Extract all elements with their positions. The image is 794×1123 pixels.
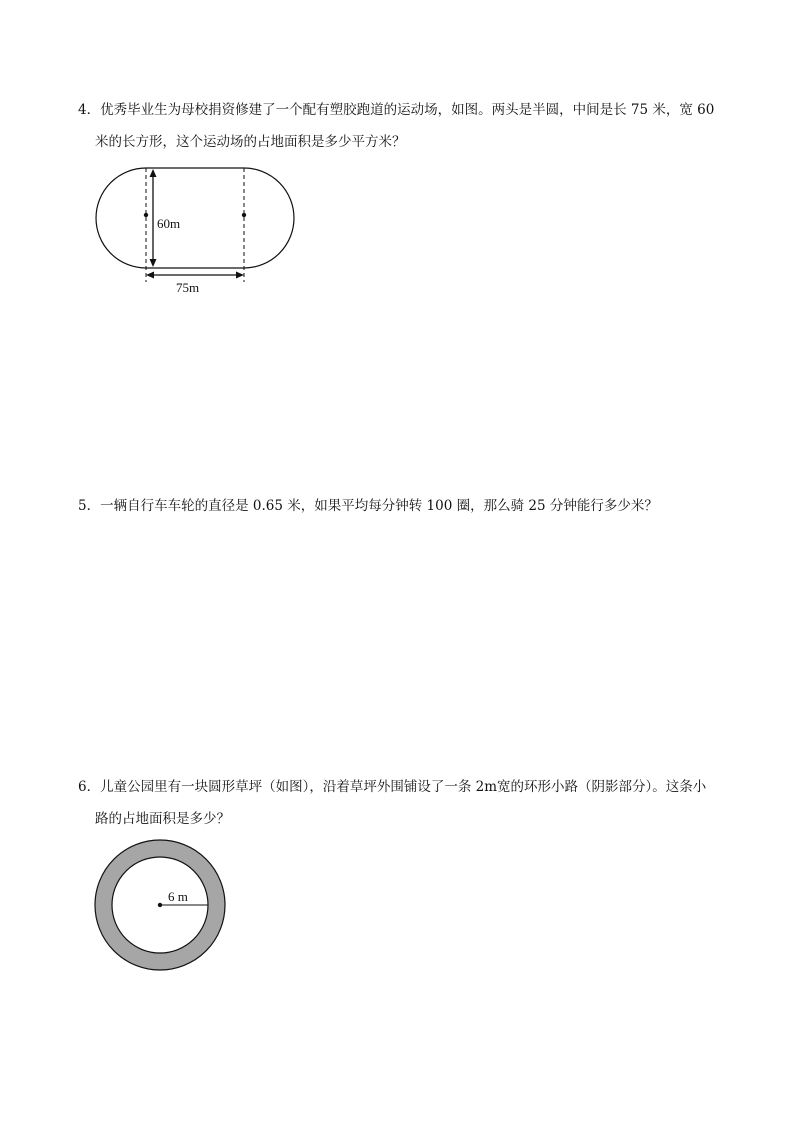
height-label: 60m [157,216,181,231]
height-arrow-bottom-head [150,259,157,267]
question-4-line-2: 米的长方形，这个运动场的占地面积是多少平方米？ [95,134,406,150]
track-field-figure [90,160,310,300]
height-arrow-top-head [150,169,157,177]
right-center-dot [242,213,246,217]
radius-label: 6 m [168,889,188,904]
question-6 [78,771,728,835]
question-5 [78,490,728,522]
length-arrow-right-head [236,272,244,279]
question-4 [78,94,728,158]
length-arrow-left-head [146,272,154,279]
question-6-line-1: 6．儿童公园里有一块圆形草坪（如图），沿着草坪外围铺设了一条 2m宽的环形小路（阴影部分）。这条小 [78,779,707,795]
question-4-line-1: 4．优秀毕业生为母校捐资修建了一个配有塑胶跑道的运动场，如图。两头是半圆，中间是长 75 米，宽 60 [78,102,715,118]
question-5-line-1: 5．一辆自行车车轮的直径是 0.65 米，如果平均每分钟转 100 圈，那么骑 25 分钟能行多少米？ [78,498,658,514]
length-label: 75m [176,280,200,295]
ring-path-figure [90,835,240,985]
left-center-dot [144,213,148,217]
question-6-line-2: 路的占地面积是多少？ [95,811,230,827]
track-outline [96,168,294,268]
